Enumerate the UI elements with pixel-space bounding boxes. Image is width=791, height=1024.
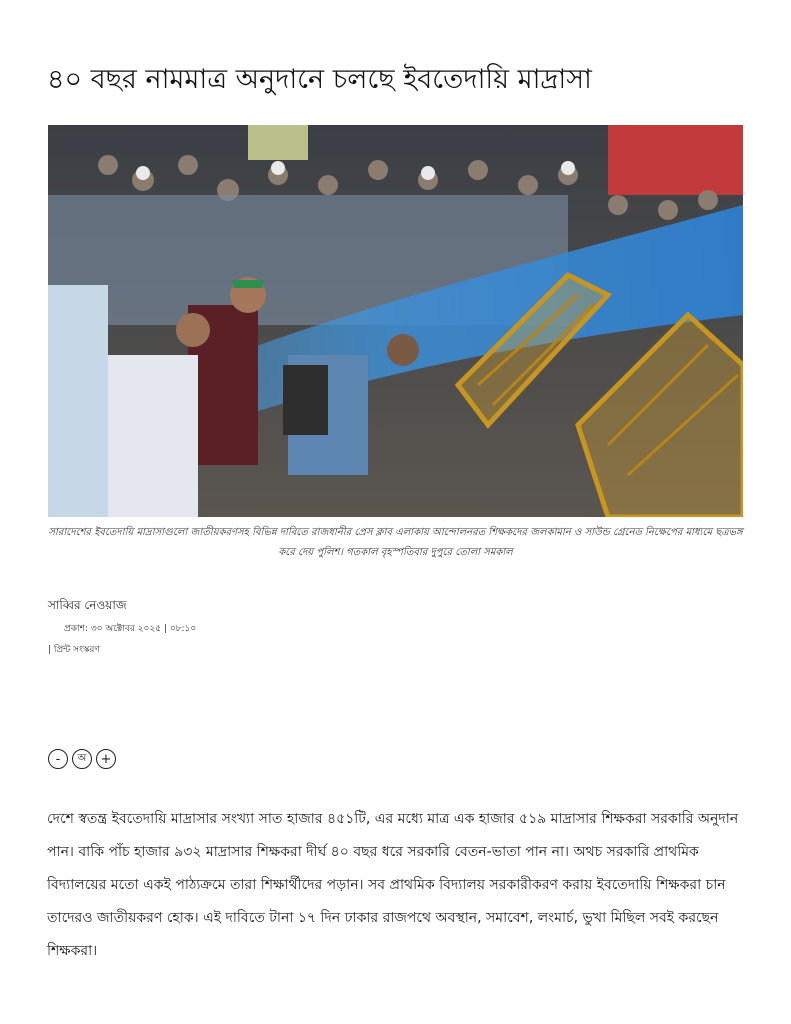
published-datetime: প্রকাশ: ৩০ অক্টোবর ২০২৫ | ০৮:১০	[64, 624, 197, 634]
article-body: দেশে স্বতন্ত্র ইবতেদায়ি মাদ্রাসার সংখ্যা সাত হাজার ৪৫১টি, এর মধ্যে মাত্র এক হাজার ৫১৯ মাদ্রাসার শিক্ষকরা সরকারি অনুদান পান। বাকি পাঁচ হাজার ৯৩২ মাদ্রাসার শিক্ষকরা দীর্ঘ ৪০ বছর ধরে সরকারি বেতন-ভাতা পান না। অথচ সরকারি প্রাথমিক বিদ্যালয়ের মতো একই পাঠ্যক্রমে তারা শিক্ষার্থীদের পড়ান। সব প্রাথমিক বিদ্যালয় সরকারীকরণ করায় ইবতেদায়ি শিক্ষকরা চান তাদেরও জাতীয়করণ হোক। এই দাবিতে টানা ১৭ দিন ঢাকার রাজপথে অবস্থান, সমাবেশ, লংমার্চ, ভুখা মিছিল সবই করছেন শিক্ষকরা।	[47, 811, 739, 959]
print-version-link[interactable]: | প্রিন্ট সংস্করণ	[48, 645, 100, 655]
article-headline: ৪০ বছর নামমাত্র অনুদানে চলছে ইবতেদায়ি মাদ্রাসা	[47, 64, 592, 95]
font-size-controls	[48, 749, 116, 769]
author-name[interactable]: সাব্বির নেওয়াজ	[48, 598, 127, 612]
font-increase-button[interactable]: +	[96, 749, 116, 769]
font-decrease-button[interactable]: -	[48, 749, 68, 769]
photo-caption: সারাদেশের ইবতেদায়ি মাদ্রাসাগুলো জাতীয়করণসহ বিভিন্ন দাবিতে রাজধানীর প্রেস ক্লাব এলাকায় আন্দোলনরত শিক্ষকদের জলকামান ও সাউন্ড গ্রেনেড নিক্ষেপের মাধ্যমে ছত্রভঙ্গ করে দেয় পুলিশ। গতকাল বৃহস্পতিবার দুপুরে তোলা সমকাল	[48, 527, 743, 558]
article-photo	[48, 125, 743, 517]
protest-photo-illustration	[48, 125, 743, 517]
font-reset-button[interactable]: অ	[72, 749, 92, 769]
